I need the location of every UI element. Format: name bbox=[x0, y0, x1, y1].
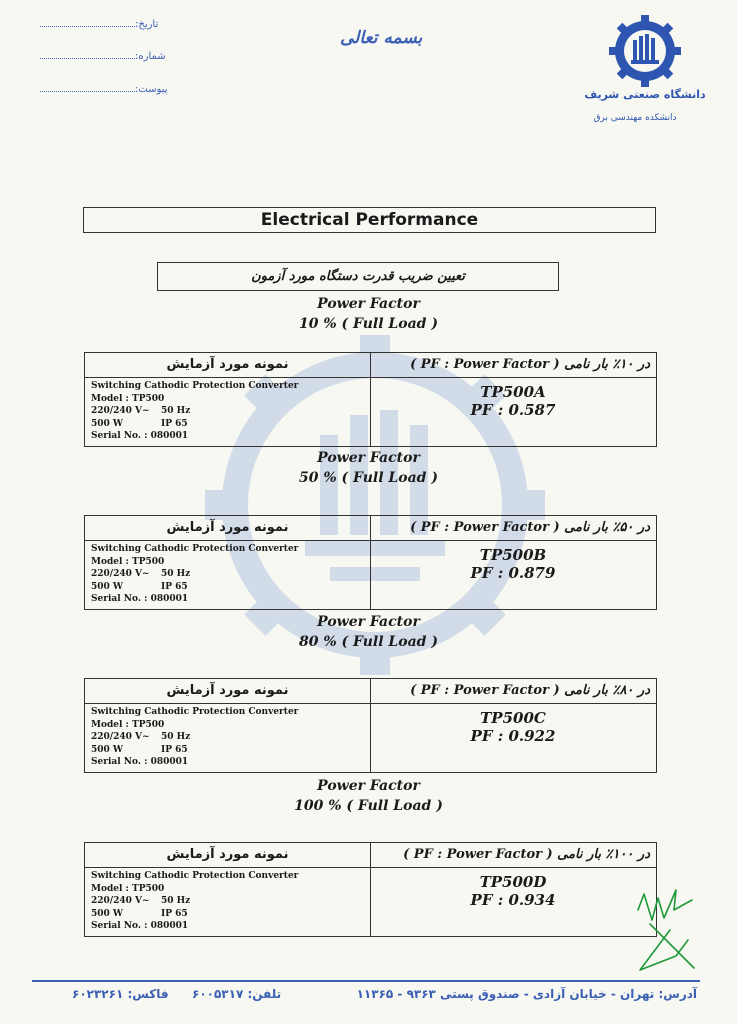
load-condition-header: در ۱۰٪ بار نامی ( PF : Power Factor ) bbox=[410, 357, 650, 372]
result-table-4 bbox=[84, 842, 657, 937]
load-condition-header: در ۱۰۰٪ بار نامی ( PF : Power Factor ) bbox=[403, 847, 650, 862]
sample-header: نمونه مورد آزمایش bbox=[166, 520, 289, 535]
number-field bbox=[38, 50, 166, 62]
result-table-2 bbox=[84, 515, 657, 610]
device-spec: Switching Cathodic Protection Converter Model : TP500 220/240 V~ 50 Hz 500 W IP 65 Serial No. : 080001 bbox=[91, 871, 299, 931]
footer-address: آدرس: تهران - خیابان آزادی - صندوق پستی ۹۳۶۳ - ۱۱۳۶۵ bbox=[356, 987, 697, 1001]
page-title: Electrical Performance bbox=[83, 207, 656, 233]
pf-title: Power Factor bbox=[317, 296, 420, 312]
result-pf: PF : 0.934 bbox=[470, 891, 556, 909]
device-spec: Switching Cathodic Protection Converter Model : TP500 220/240 V~ 50 Hz 500 W IP 65 Serial No. : 080001 bbox=[91, 381, 299, 441]
load-condition-header: در ۸۰٪ بار نامی ( PF : Power Factor ) bbox=[410, 683, 650, 698]
device-spec: Switching Cathodic Protection Converter Model : TP500 220/240 V~ 50 Hz 500 W IP 65 Serial No. : 080001 bbox=[91, 707, 299, 767]
section-2-heading bbox=[0, 448, 737, 488]
result-pf: PF : 0.587 bbox=[470, 401, 556, 419]
number-label: شماره: bbox=[135, 51, 166, 62]
device-spec: Switching Cathodic Protection Converter Model : TP500 220/240 V~ 50 Hz 500 W IP 65 Serial No. : 080001 bbox=[91, 544, 299, 604]
load-label: 10 % ( Full Load ) bbox=[299, 316, 438, 332]
attachment-label: پیوست: bbox=[135, 84, 168, 95]
result-pf: PF : 0.879 bbox=[470, 564, 556, 582]
load-condition-header: در ۵۰٪ بار نامی ( PF : Power Factor ) bbox=[410, 520, 650, 535]
attachment-field bbox=[38, 83, 168, 95]
university-name: دانشگاه صنعتی شریف bbox=[584, 88, 706, 101]
page-subtitle: تعیین ضریب قدرت دستگاه مورد آزمون bbox=[157, 262, 559, 291]
result-pf: PF : 0.922 bbox=[470, 727, 556, 745]
footer-phone: تلفن: ۶۰۰۵۳۱۷ bbox=[192, 987, 282, 1001]
result-model: TP500A bbox=[480, 383, 546, 401]
signature bbox=[630, 880, 710, 975]
load-label: 50 % ( Full Load ) bbox=[299, 470, 438, 486]
load-label: 80 % ( Full Load ) bbox=[299, 634, 438, 650]
pf-title: Power Factor bbox=[317, 450, 420, 466]
section-4-heading bbox=[0, 776, 737, 816]
sample-header: نمونه مورد آزمایش bbox=[166, 683, 289, 698]
sample-header: نمونه مورد آزمایش bbox=[166, 847, 289, 862]
result-table-3 bbox=[84, 678, 657, 773]
result-model: TP500D bbox=[479, 873, 547, 891]
result-cell bbox=[371, 709, 655, 745]
university-logo bbox=[606, 12, 684, 90]
result-model: TP500B bbox=[479, 546, 547, 564]
pf-title: Power Factor bbox=[317, 614, 420, 630]
result-cell bbox=[371, 873, 655, 909]
sample-header: نمونه مورد آزمایش bbox=[166, 357, 289, 372]
gear-emblem-icon bbox=[606, 12, 684, 90]
date-field bbox=[38, 18, 158, 30]
faculty-name: دانشکده مهندسی برق bbox=[593, 113, 677, 123]
result-model: TP500C bbox=[480, 709, 546, 727]
footer-divider bbox=[32, 980, 700, 982]
pf-title: Power Factor bbox=[317, 778, 420, 794]
bismillah: بسمه تعالی bbox=[340, 28, 423, 48]
result-table-1 bbox=[84, 352, 657, 447]
load-label: 100 % ( Full Load ) bbox=[294, 798, 443, 814]
result-cell bbox=[371, 546, 655, 582]
footer-fax: فاکس: ۶۰۲۳۲۶۱ bbox=[72, 987, 169, 1001]
date-label: تاریخ: bbox=[135, 19, 159, 30]
section-3-heading bbox=[0, 612, 737, 652]
signature-icon bbox=[630, 880, 710, 975]
section-1-heading bbox=[0, 294, 737, 334]
result-cell bbox=[371, 383, 655, 419]
